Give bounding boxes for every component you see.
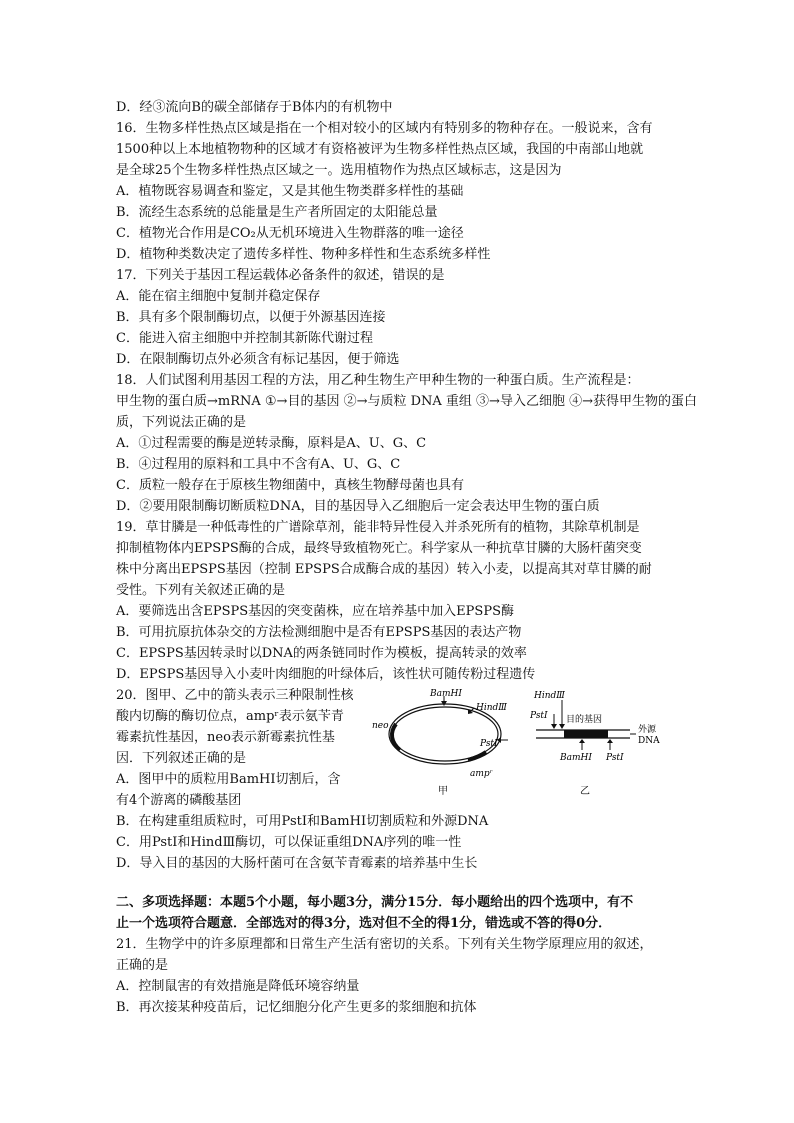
text-line: A．植物既容易调查和鉴定，又是其他生物类群多样性的基础	[116, 184, 464, 199]
psti-left-label: PstⅠ	[530, 711, 548, 721]
foreign-dna-label-2: DNA	[638, 736, 660, 746]
text-line: A．控制鼠害的有效措施是降低环境容纳量	[116, 979, 360, 994]
text-line: B．在构建重组质粒时，可用PstⅠ和BamHⅠ切割质粒和外源DNA	[116, 814, 489, 829]
text-line: B．具有多个限制酶切点，以便于外源基因连接	[116, 310, 386, 325]
figure-plasmid-jia	[370, 688, 520, 796]
bamhi-label: BamHⅠ	[430, 689, 462, 699]
text-line: 正确的是	[116, 958, 169, 973]
text-line: 霉素抗性基因，neo表示新霉素抗性基	[116, 730, 335, 745]
text-line: 酸内切酶的酶切位点，ampʳ表示氨苄青	[116, 709, 344, 724]
foreign-dna-label-1: 外源	[638, 725, 657, 735]
hindiii-label: HindⅢ	[476, 703, 507, 713]
psti-right-label: PstⅠ	[606, 753, 624, 763]
text-line: D．②要用限制酶切断质粒DNA，目的基因导入乙细胞后一定会表达甲生物的蛋白质	[116, 499, 600, 514]
text-line: 甲生物的蛋白质→mRNA ①→目的基因 ②→与质粒 DNA 重组 ③→导入乙细胞 ④→获得甲生物的蛋白	[116, 394, 697, 409]
text-line: D．导入目的基因的大肠杆菌可在含氨苄青霉素的培养基中生长	[116, 856, 478, 871]
text-line: C．质粒一般存在于原核生物细菌中，真核生物酵母菌也具有	[116, 478, 464, 493]
text-line: 因．下列叙述正确的是	[116, 751, 247, 766]
text-line: D．在限制酶切点外必须含有标记基因，便于筛选	[116, 352, 400, 367]
text-line: A．能在宿主细胞中复制并稳定保存	[116, 289, 321, 304]
text-line: B．可用抗原抗体杂交的方法检测细胞中是否有EPSPS基因的表达产物	[116, 625, 522, 640]
figure-dna-yi	[530, 688, 670, 796]
ampr-label: ampʳ	[470, 769, 493, 779]
text-line: D．植物种类数决定了遗传多样性、物种多样性和生态系统多样性	[116, 247, 491, 262]
text-line: B．流经生态系统的总能量是生产者所固定的太阳能总量	[116, 205, 438, 220]
figure-caption-jia: 甲	[438, 786, 448, 796]
text-line: 质，下列说法正确的是	[116, 415, 247, 430]
text-line: B．④过程用的原料和工具中不含有A、U、G、C	[116, 457, 401, 472]
text-line: 株中分离出EPSPS基因（控制 EPSPS合成酶合成的基因）转入小麦，以提高其对草甘膦的耐	[116, 562, 652, 577]
text-line: A．图甲中的质粒用BamHⅠ切割后，含	[116, 772, 341, 787]
text-line: D．EPSPS基因导入小麦叶肉细胞的叶绿体后，该性状可随传粉过程遗传	[116, 667, 536, 682]
text-line: 20．图甲、乙中的箭头表示三种限制性核	[116, 688, 354, 703]
text-line: C．植物光合作用是CO₂从无机环境进入生物群落的唯一途径	[116, 226, 464, 241]
text-line: 21．生物学中的许多原理都和日常生产生活有密切的关系。下列有关生物学原理应用的叙述，	[116, 937, 653, 952]
text-line: A．要筛选出含EPSPS基因的突变菌株，应在培养基中加入EPSPS酶	[116, 604, 514, 619]
target-gene-label: 目的基因	[566, 715, 603, 725]
text-line: 是全球25个生物多样性热点区域之一。选用植物作为热点区域标志，这是因为	[116, 163, 562, 178]
text-line: 1500种以上本地植物物种的区域才有资格被评为生物多样性热点区域，我国的中南部山地就	[116, 142, 644, 157]
text-line: 17．下列关于基因工程运载体必备条件的叙述，错误的是	[116, 268, 445, 283]
psti-label: PstⅠ	[480, 739, 498, 749]
bamhi-label-yi: BamHⅠ	[560, 753, 592, 763]
text-line: 抑制植物体内EPSPS酶的合成，最终导致植物死亡。科学家从一种抗草甘膦的大肠杆菌突变	[116, 541, 642, 556]
text-line: 有4个游离的磷酸基团	[116, 793, 242, 808]
section-heading: 止一个选项符合题意．全部选对的得3分，选对但不全的得1分，错选或不答的得0分．	[116, 916, 612, 931]
text-line: C．能进入宿主细胞中并控制其新陈代谢过程	[116, 331, 373, 346]
figure-caption-yi: 乙	[580, 786, 590, 796]
neo-label: neo	[372, 721, 389, 731]
text-line: 受性。下列有关叙述正确的是	[116, 583, 286, 598]
hindiii-label-yi: HindⅢ	[534, 691, 565, 701]
text-line: 16．生物多样性热点区域是指在一个相对较小的区域内有特别多的物种存在。一般说来，含有	[116, 121, 653, 136]
text-line: C．用PstⅠ和HindⅢ酶切，可以保证重组DNA序列的唯一性	[116, 835, 462, 850]
section-heading: 二、多项选择题：本题5个小题，每小题3分，满分15分．每小题给出的四个选项中，有不	[116, 895, 634, 910]
text-line: 19．草甘膦是一种低毒性的广谱除草剂，能非特异性侵入并杀死所有的植物，其除草机制是	[116, 520, 640, 535]
text-line: 18．人们试图利用基因工程的方法，用乙种生物生产甲种生物的一种蛋白质。生产流程是：	[116, 373, 640, 388]
text-line: A．①过程需要的酶是逆转录酶，原料是A、U、G、C	[116, 436, 427, 451]
text-line: C．EPSPS基因转录时以DNA的两条链同时作为模板，提高转录的效率	[116, 646, 527, 661]
text-line: B．再次接某种疫苗后，记忆细胞分化产生更多的浆细胞和抗体	[116, 1000, 477, 1015]
text-line: D．经③流向B的碳全部储存于B体内的有机物中	[116, 100, 393, 115]
